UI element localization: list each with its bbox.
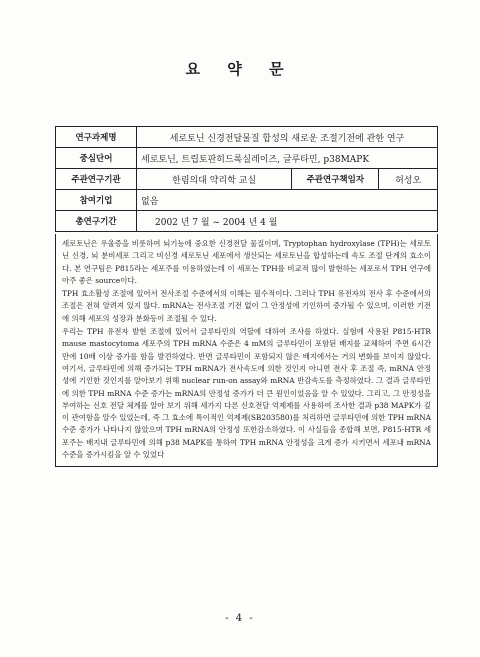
partner-label: 참여기업	[56, 190, 137, 211]
project-name-label: 연구과제명	[56, 127, 137, 148]
lead-researcher-value: 허성오	[379, 169, 438, 190]
abstract-paragraph-1: 세로토닌은 우울증을 비롯하여 뇌기능에 중요한 신경전달 물질이며, Tryptophan hydroxylase (TPH)는 세로토닌 신경, 뇌 분비세포 그리고 비신경 세로토닌 세포에서 생산되는 세로토닌을 합성하는데 속도 조절 단계의 효소이다. 본 연구팀은 P815라는 세포주를 이용하였는데 이 세포는 TPH를 비교적 많이 발현하는 세포로서 TPH 연구에 아주 좋은 source이다.	[62, 239, 431, 285]
org-label: 주관연구기관	[56, 169, 137, 190]
table-row	[56, 127, 438, 148]
org-value: 한림의대 약리학 교실	[137, 169, 292, 190]
table-row	[56, 169, 438, 190]
table-row	[56, 148, 438, 169]
period-label: 총연구기간	[56, 211, 137, 232]
keywords-value: 세로토닌, 트립토판히드록실레이즈, 글루타민, p38MAPK	[137, 148, 438, 169]
project-info-table	[55, 126, 438, 232]
abstract-box	[55, 234, 438, 467]
table-row	[56, 190, 438, 211]
page-number: - 4 -	[225, 613, 255, 624]
keywords-label: 중심단어	[56, 148, 137, 169]
lead-researcher-label: 주관연구책임자	[292, 169, 379, 190]
abstract-paragraph-3: 우리는 TPH 유전자 발현 조절에 있어서 글루타민의 역할에 대하여 조사를 하였다. 실험에 사용된 P815-HTR mause mastocytoma 세포주의 TPH mRNA 수준은 4 mM의 글루타민이 포함된 배지를 교체하여 주면 6시간 만에 10배 이상 증가를 함을 발견하였다. 반면 글루타민이 포함되지 않은 배지에서는 거의 변화를 보이지 않았다. 여기서, 글루타민에 의해 증가되는 TPH mRNA가 전사속도에 의한 것인지 아니면 전사 후 조절 즉, mRNA 안정성에 기인한 것인지를 알아보기 위해 nuclear run-on assay와 mRNA 반감속도를 측정하였다. 그 결과 글루타민에 의한 TPH mRNA 수준 증가는 mRNA의 안정성 증가가 더 큰 원인이었음을 알 수 있었다. 그리고, 그 안정성을 부여하는 신호 전달 체계를 알아 보기 위해 세가지 다른 신호전달 억제제를 사용하여 조사한 결과 p38 MAPK가 깊이 관여함을 알수 있었는데, 즉 그 효소에 특이적인 억제제(SB203580)를 처리하면 글루타민에 의한 TPH mRNA 수준 증가가 나타나지 않았으며 TPH mRNA의 안정성 또한감소하였다. 이 사실들을 종합해 보면, P815-HTR 세포주는 배지내 글루타민에 의해 p38 MAPK를 통하여 TPH mRNA 안정성을 크게 증가 시키면서 세포내 mRNA 수준을 증가시킴을 알 수 있었다	[62, 327, 431, 460]
page-title: 요 약 문	[185, 60, 295, 78]
partner-value: 없음	[137, 190, 438, 211]
project-name-value: 세로토닌 신경전달물질 합성의 새로운 조절기전에 관한 연구	[137, 127, 438, 148]
abstract-paragraph-2: TPH 효소활성 조절에 있어서 전사조절 수준에서의 이해는 필수적이다. 그러나 TPH 유전자의 전사 후 수준에서의 조절은 전혀 알려져 있지 않다. mRNA는 전사조절 기전 없이 그 안정성에 기인하여 증가될 수 있으며, 이러한 기전에 의해 세포의 성장과 분화등이 조절될 수 있다.	[62, 289, 431, 323]
table-row	[56, 211, 438, 232]
period-value: 2002 년 7 월 ~ 2004 년 4 월	[137, 211, 438, 232]
